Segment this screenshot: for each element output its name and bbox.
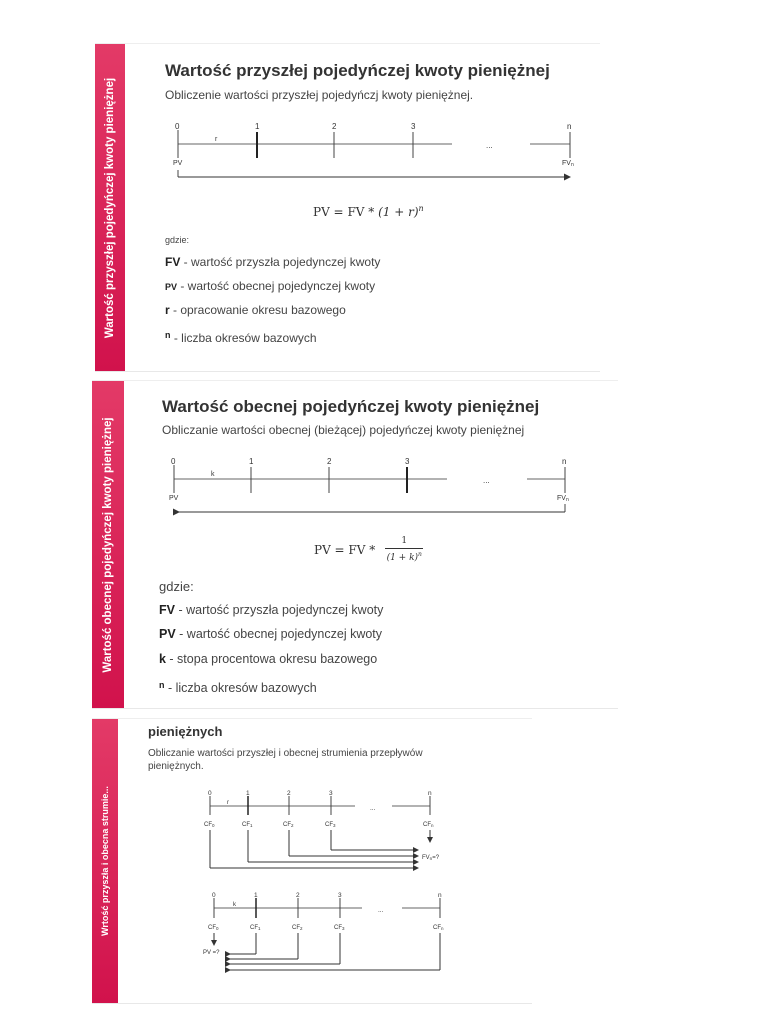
tick-label: 1 [249,457,254,466]
slide-title: Wartość przyszłej pojedyńczej kwoty pieniężnej [165,61,550,80]
definition-symbol: k [159,652,166,666]
side-band [92,719,118,1003]
definition-text: - wartość obecnej pojedynczej kwoty [175,627,383,641]
definition-symbol: r [165,303,170,317]
fraction-numerator: 1 [401,536,408,546]
formula [314,536,423,563]
ellipsis: ... [378,907,384,914]
definition-text: - opracowanie okresu bazowego [169,303,346,317]
slide-subtitle: Obliczanie wartości obecnej (bieżącej) pojedyńczej kwoty pieniężnej [162,423,525,437]
side-band-label: Wartość przyszłej pojedyńczej kwoty pieniężnej [104,77,116,338]
rate-label: k [233,902,236,908]
tick-label: 3 [405,457,410,466]
tick-label: 0 [212,892,216,899]
side-band [95,44,125,371]
pv-stream-diagram [200,892,460,987]
definition-text: - wartość przyszła pojedynczej kwoty [180,255,381,269]
tick-label: n [567,122,572,131]
definition-row [165,255,380,269]
cf-label: CF2 [283,822,294,828]
tick-label: 1 [246,790,250,797]
tick-label: 0 [171,457,176,466]
tick-label: 3 [338,892,342,899]
definition-symbol: n [159,680,165,690]
slide-title: pieniężnych [148,724,223,739]
fraction-denominator: $(1 + k)^n$ [386,551,422,563]
subtitle-line: Obliczanie wartości przyszłej i obecnej strumienia przepływów [148,748,423,759]
slide-subtitle [148,747,423,773]
slide-title: Wartość obecnej pojedyńczej kwoty pieniężnej [162,397,540,416]
cf-label: CF1 [250,925,261,931]
definition-text: - wartość przyszła pojedynczej kwoty [174,603,384,617]
definition-symbol: FV [159,603,175,617]
definition-row [165,330,317,345]
fv-label: FVn [562,160,574,168]
definition-text: - stopa procentowa okresu bazowego [165,652,378,666]
timeline-diagram [167,457,607,532]
tick-label: n [562,457,567,466]
ellipsis: ... [486,141,493,150]
side-band-label: Wartość obecnej pojedyńczej kwoty pieniężnej [102,416,114,673]
definition-symbol: FV [165,255,181,269]
tick-label: 2 [327,457,332,466]
definition-row [165,303,346,317]
tick-label: 2 [287,790,291,797]
formula-fv: FV [347,205,365,219]
formula-lhs: PV = [313,205,344,219]
subtitle-line: pieniężnych. [148,761,204,772]
formula-rhs: * (1 + r) [368,205,419,219]
tick-label: 1 [254,892,258,899]
cf-label: CF2 [292,925,303,931]
tick-label: 0 [175,122,180,131]
cf-label: CF3 [325,822,336,828]
pv-label: PV [173,160,183,167]
rate-label: r [215,136,218,143]
cf-label: CF0 [204,822,215,828]
rate-label: r [227,800,229,806]
tick-label: n [438,892,442,899]
formula-exp: n [418,204,424,213]
ellipsis: ... [370,805,376,812]
definition-row [159,627,382,641]
fv-label: FVn [557,495,569,503]
where-label: gdzie: [159,579,194,594]
cf-label: CF0 [208,925,219,931]
tick-label: n [428,790,432,797]
cf-label: CF1 [242,822,253,828]
timeline-diagram [170,120,600,195]
definition-row [159,680,317,695]
slide-future-value [95,43,600,372]
definition-symbol: PV [165,282,178,292]
definition-symbol: n [165,330,171,340]
definition-symbol: PV [159,627,176,641]
formula [313,204,424,219]
cf-label: CFn [423,822,434,828]
side-band [92,381,124,708]
definition-text: - liczba okresów bazowych [170,331,317,345]
slide-subtitle: Obliczenie wartości przyszłej pojedyńczj kwoty pieniężnej. [165,88,474,102]
slide-cash-flow-stream [92,718,532,1004]
tick-label: 0 [208,790,212,797]
tick-label: 3 [329,790,333,797]
fraction [385,536,423,563]
definition-row [165,279,375,293]
pv-label: PV [169,495,179,502]
slide-present-value [92,380,618,709]
formula-lhs: PV = FV * [314,542,376,557]
side-band-label: Wrtość przyszła i obecna strumie... [100,786,110,936]
where-label: gdzie: [165,235,190,245]
ellipsis: ... [483,476,490,485]
tick-label: 2 [332,122,337,131]
definition-row [159,603,383,617]
fv-result-label: FVn=? [422,855,440,861]
definition-row [159,652,377,666]
fraction-bar [385,548,423,549]
pv-result-label: PV =? [203,950,220,956]
tick-label: 1 [255,122,260,131]
cf-label: CF3 [334,925,345,931]
tick-label: 3 [411,122,416,131]
definition-text: - wartość obecnej pojedynczej kwoty [177,279,376,293]
rate-label: k [211,471,215,478]
fv-stream-diagram [200,789,460,879]
cf-label: CFn [433,925,444,931]
tick-label: 2 [296,892,300,899]
definition-text: - liczba okresów bazowych [164,681,317,695]
